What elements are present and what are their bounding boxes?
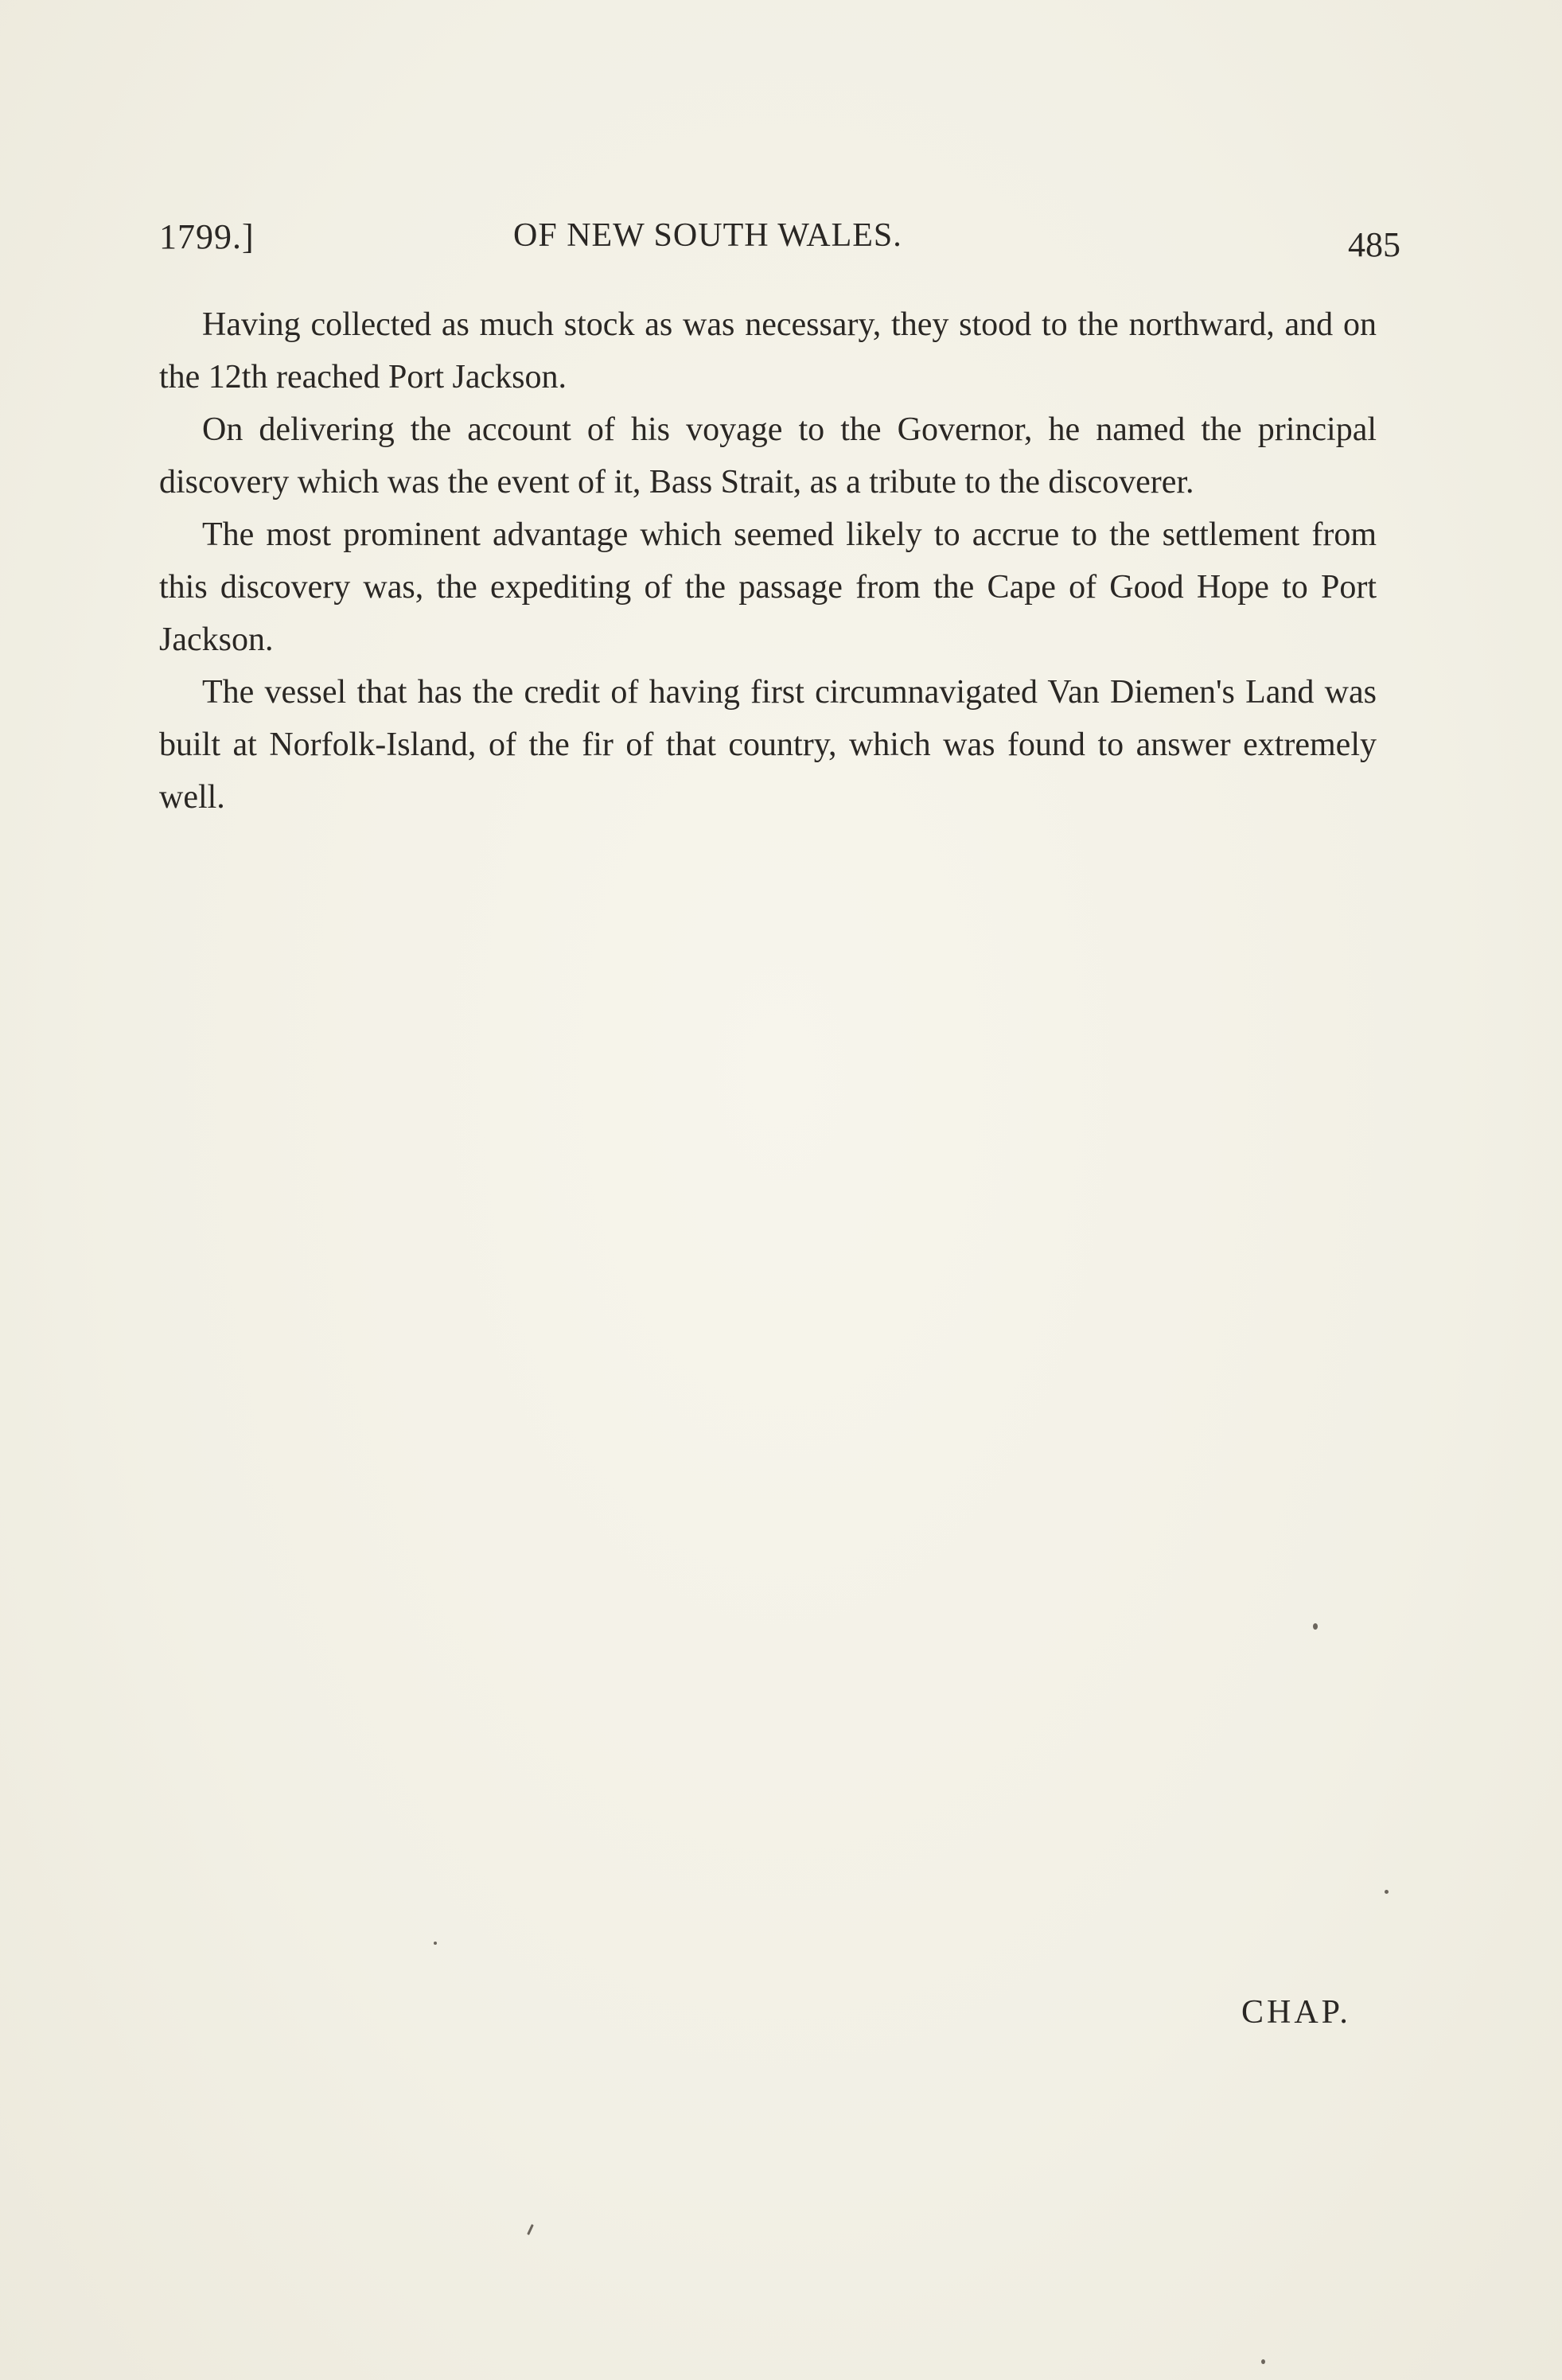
body-text xyxy=(159,298,1377,824)
paragraph: On delivering the account of his voyage to the Governor, he named the principal discovery which was the event of it, Bass Strait, as a tribute to the discoverer. xyxy=(159,411,1377,501)
ink-speck xyxy=(434,1942,437,1945)
paragraph: The vessel that has the credit of having first circumnavigated Van Diemen's Land was built at Norfolk-Island, of the fir of that country, which was found to answer extremely well. xyxy=(159,674,1377,816)
paragraph: The most prominent advantage which seemed likely to accrue to the settlement from this discovery was, the expediting of the passage from the Cape of Good Hope to Port Jackson. xyxy=(159,516,1377,658)
running-head xyxy=(159,216,1400,272)
ink-speck xyxy=(1313,1623,1318,1630)
ink-speck xyxy=(1261,2359,1265,2364)
page-number: 485 xyxy=(1348,225,1400,264)
catchword: CHAP. xyxy=(1241,1994,1351,2031)
ink-speck xyxy=(527,2224,534,2235)
header-year: 1799.] xyxy=(159,217,255,256)
paragraph: Having collected as much stock as was necessary, they stood to the northward, and on the 12th reached Port Jackson. xyxy=(159,306,1377,395)
header-title: OF NEW SOUTH WALES. xyxy=(513,217,902,254)
ink-speck xyxy=(1385,1890,1389,1894)
